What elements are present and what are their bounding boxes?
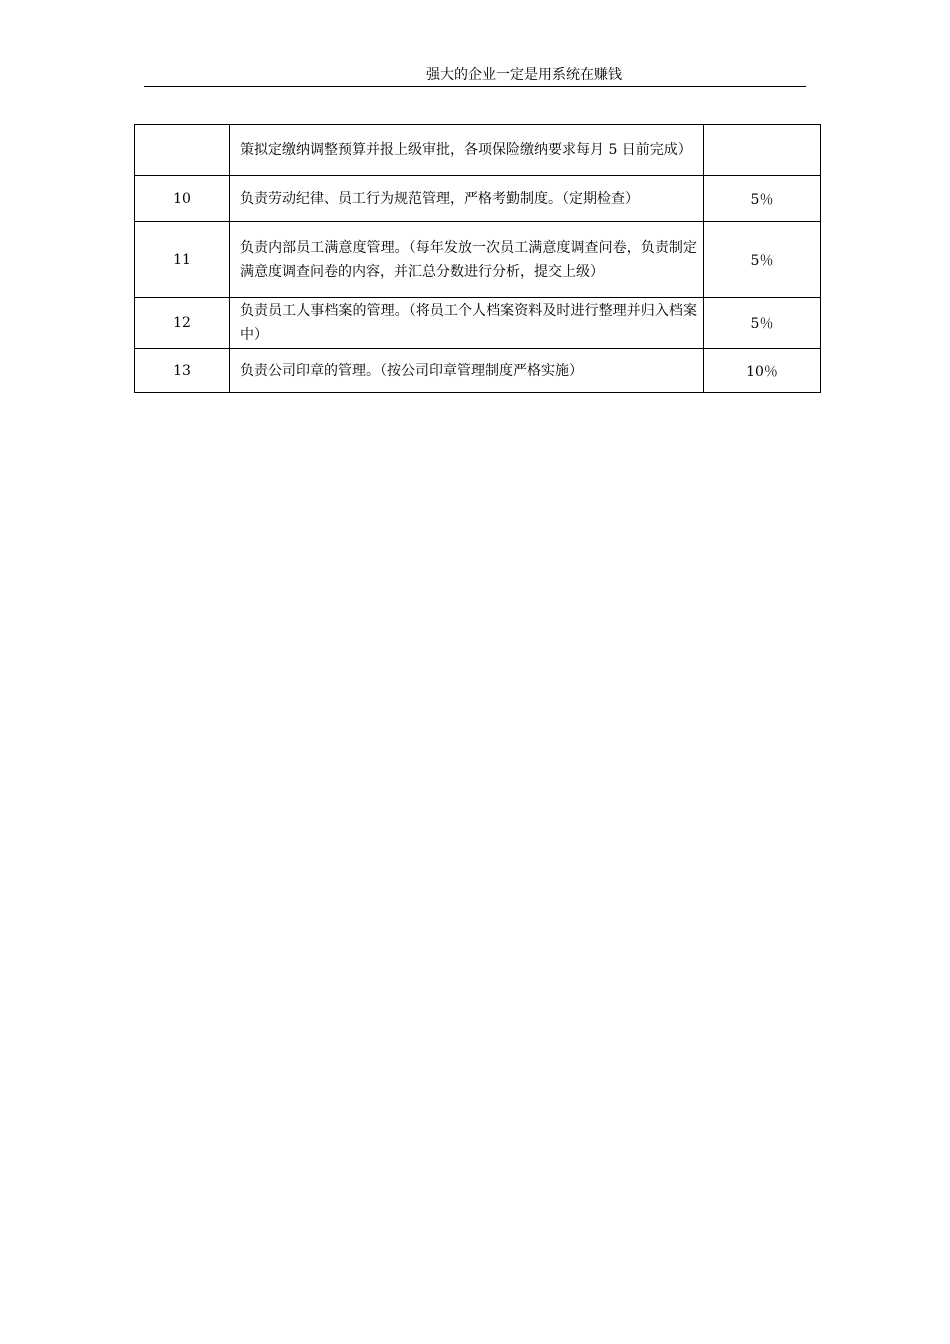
duty-description: 负责员工人事档案的管理。（将员工个人档案资料及时进行整理并归入档案中） bbox=[230, 298, 704, 349]
weight-percent bbox=[704, 125, 821, 176]
weight-percent: 5％ bbox=[704, 176, 821, 222]
duty-description: 负责公司印章的管理。（按公司印章管理制度严格实施） bbox=[230, 349, 704, 393]
row-number: 10 bbox=[135, 176, 230, 222]
header-title: 强大的企业一定是用系统在赚钱 bbox=[426, 67, 622, 83]
table-row bbox=[135, 176, 821, 222]
row-number: 13 bbox=[135, 349, 230, 393]
table-row bbox=[135, 349, 821, 393]
table-row bbox=[135, 125, 821, 176]
duty-description: 策拟定缴纳调整预算并报上级审批，各项保险缴纳要求每月 5 日前完成） bbox=[230, 125, 704, 176]
duty-description: 负责内部员工满意度管理。（每年发放一次员工满意度调查问卷，负责制定满意度调查问卷的内容，并汇总分数进行分析，提交上级） bbox=[230, 222, 704, 298]
weight-percent: 5％ bbox=[704, 298, 821, 349]
table-row bbox=[135, 298, 821, 349]
weight-percent: 5％ bbox=[704, 222, 821, 298]
duty-description: 负责劳动纪律、员工行为规范管理，严格考勤制度。（定期检查） bbox=[230, 176, 704, 222]
table-row bbox=[135, 222, 821, 298]
row-number bbox=[135, 125, 230, 176]
row-number: 12 bbox=[135, 298, 230, 349]
page-header bbox=[144, 64, 806, 87]
duties-table bbox=[134, 124, 821, 393]
weight-percent: 10％ bbox=[704, 349, 821, 393]
row-number: 11 bbox=[135, 222, 230, 298]
